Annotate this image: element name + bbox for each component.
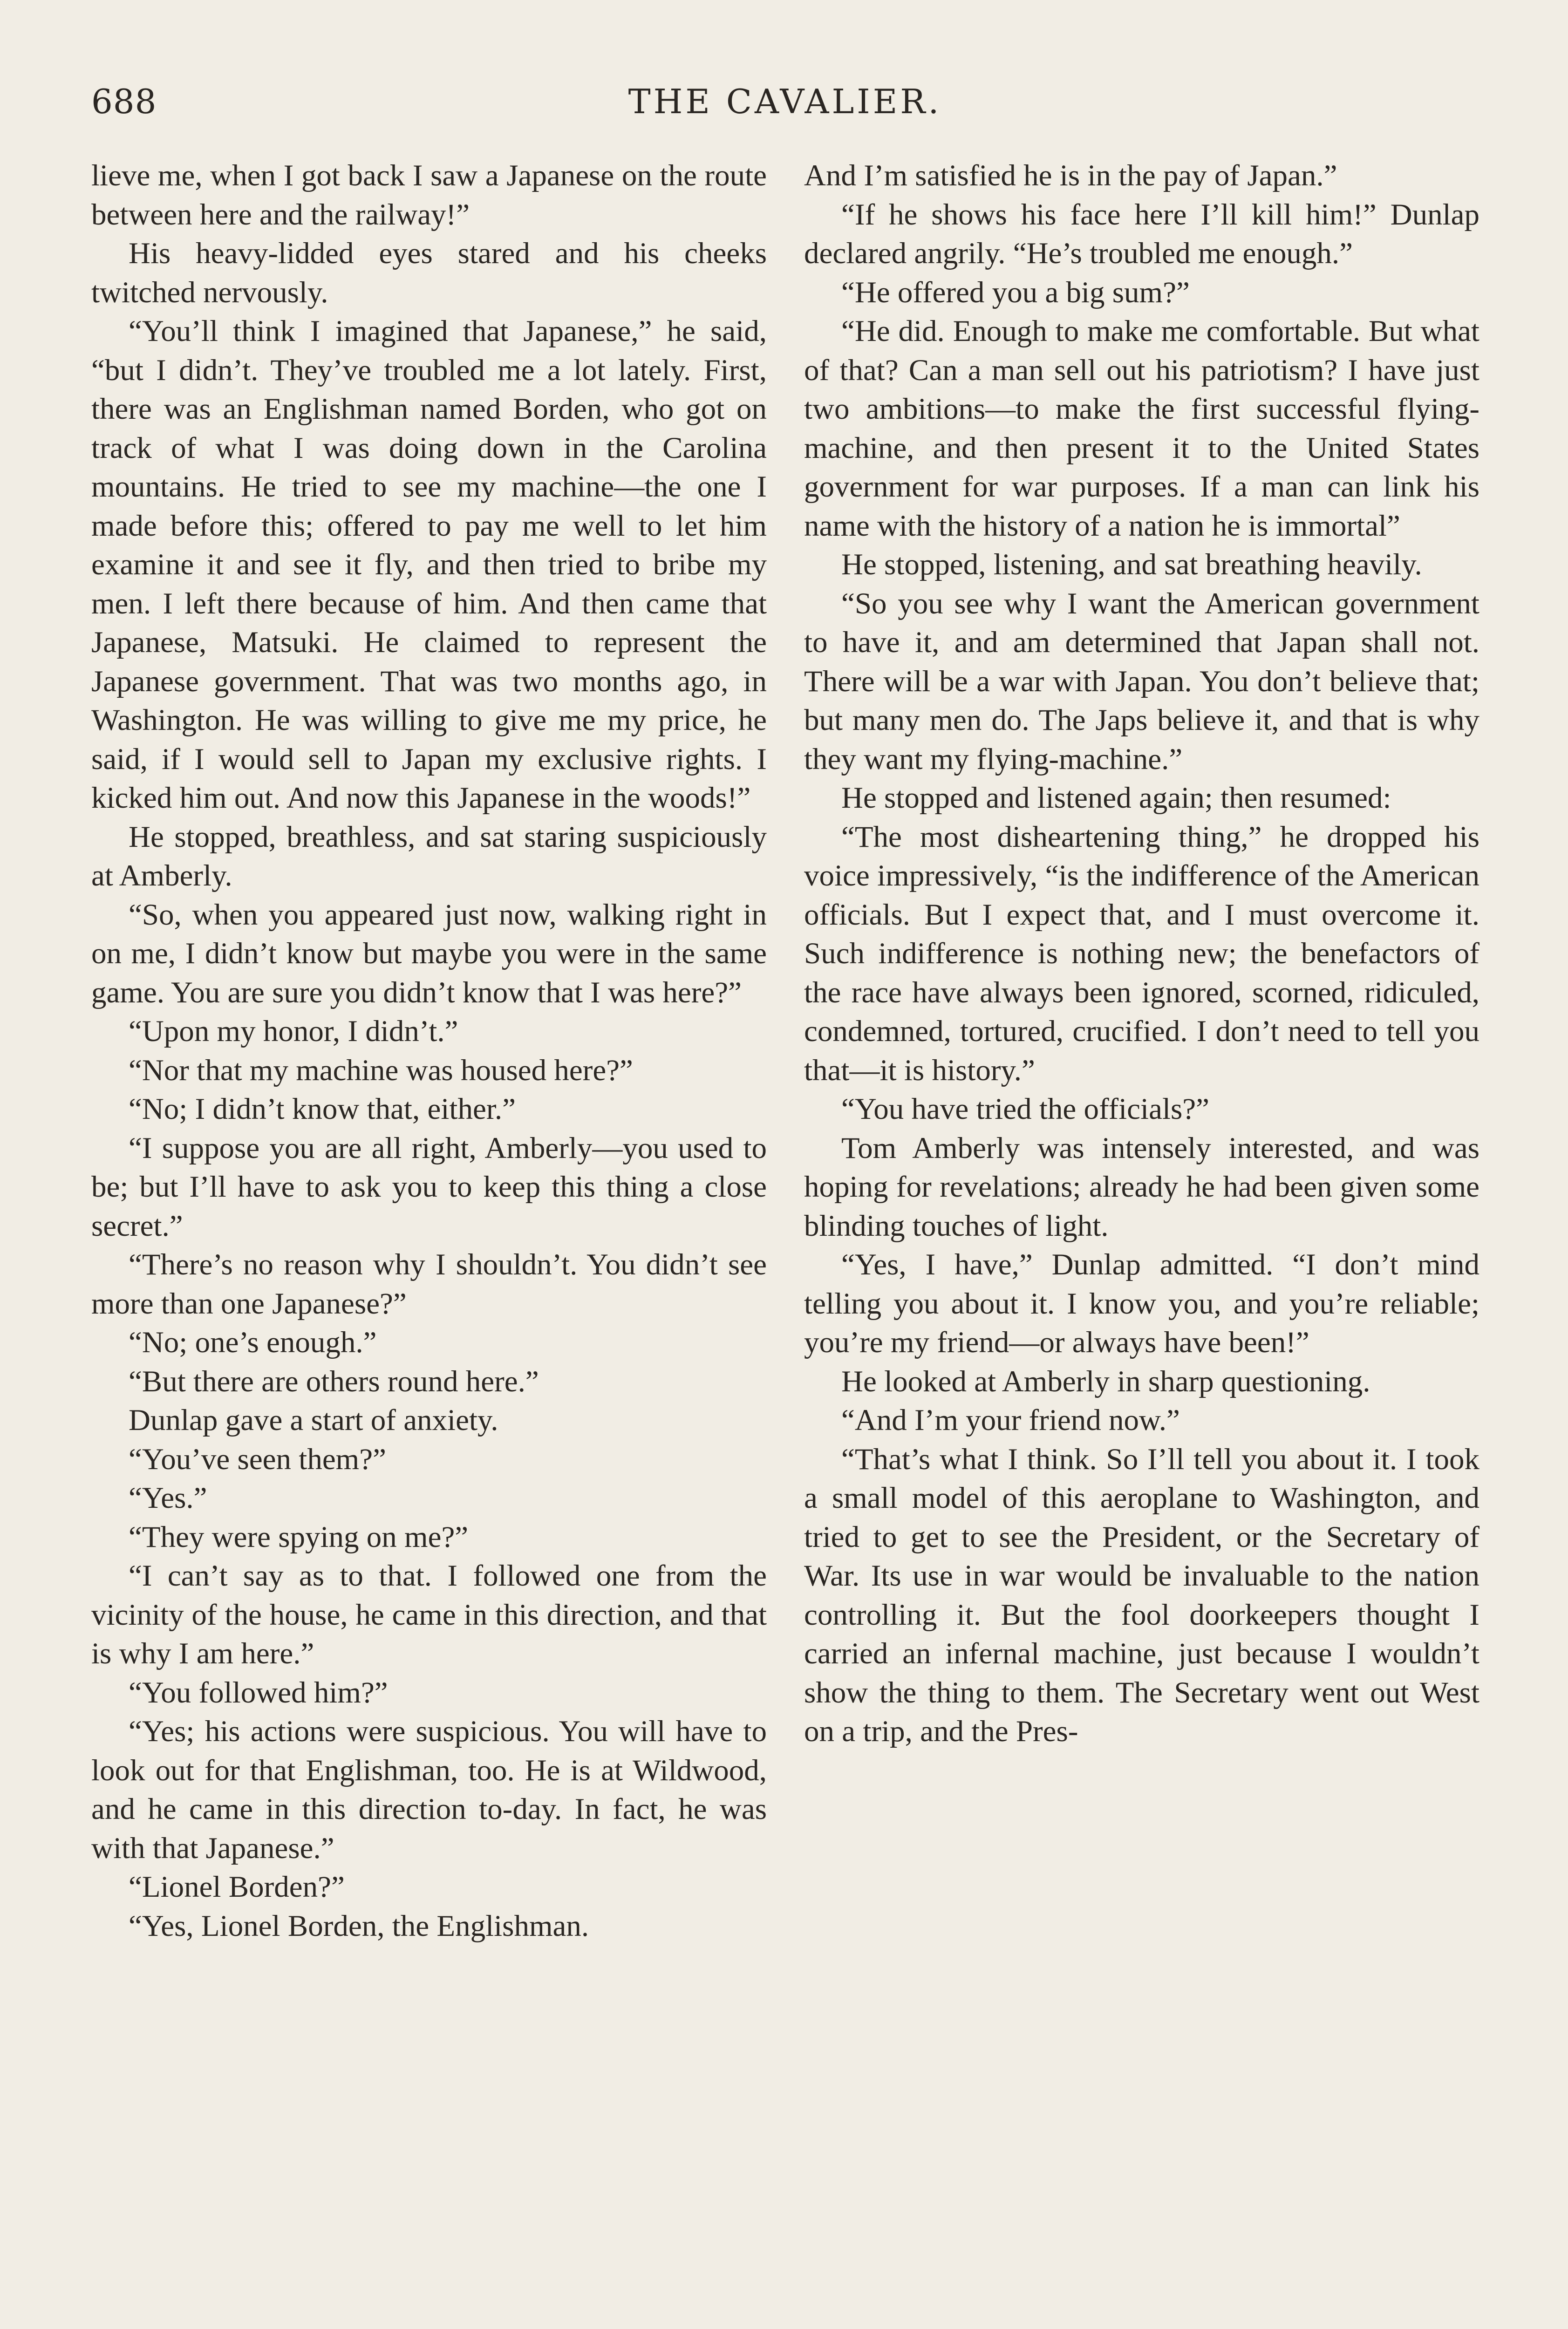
paragraph: Dunlap gave a start of anxiety. <box>129 1403 498 1437</box>
paragraph: “That’s what I think. So I’ll tell you about it. I took a small model of this aeroplane to Washington, and tried to get to see the President, or the Secretary of War. Its use in war would be invaluable to the nation controlling it. But the fool doorkeepers thought I carried an infernal machine, just because I wouldn’t show the thing to them. The Secretary went out West on a trip, and the Pres- <box>804 1442 1479 1748</box>
paragraph: “You’ll think I imagined that Japanese,” he said, “but I didn’t. They’ve troubled me a lot lately. First, there was an Englishman named Borden, who got on track of what I was doing down in the Carolina mountains. He tried to see my machine—the one I made before this; offered to pay me well to let him examine it and see it fly, and then tried to bribe my men. I left there because of him. And then came that Japanese, Matsuki. He claimed to represent the Japanese government. That was two months ago, in Washington. He was willing to give me my price, he said, if I would sell to Japan my exclusive rights. I kicked him out. And now this Japanese in the woods!” <box>91 314 767 815</box>
paragraph: “If he shows his face here I’ll kill him!” Dunlap declared angrily. “He’s troubled me enough.” <box>804 197 1479 270</box>
running-title: THE CAVALIER. <box>628 82 942 121</box>
paragraph: “Yes; his actions were suspicious. You will have to look out for that Englishman, too. He is at Wildwood, and he came in this direction to-day. In fact, he was with that Japanese.” <box>91 1715 767 1865</box>
paragraph: “The most disheartening thing,” he dropped his voice impressively, “is the indifference of the American officials. But I expect that, and I must overcome it. Such indifference is nothing new; the benefactors of the race have always been ignored, scorned, ridiculed, condemned, tortured, crucified. I don’t need to tell you that—it is history.” <box>804 820 1479 1087</box>
paragraph: He stopped, listening, and sat breathing heavily. <box>841 548 1422 581</box>
paragraph: “Nor that my machine was housed here?” <box>129 1053 633 1087</box>
paragraph: “You’ve seen them?” <box>129 1442 386 1476</box>
paragraph: “So, when you appeared just now, walking right in on me, I didn’t know but maybe you were in the same game. You are sure you didn’t know that I was here?” <box>91 898 767 1009</box>
right-text-column <box>804 157 1479 1751</box>
paragraph: “I can’t say as to that. I followed one from the vicinity of the house, he came in this direction, and that is why I am here.” <box>91 1559 767 1670</box>
paragraph: “Yes, Lionel Borden, the Englishman. <box>129 1909 589 1943</box>
paragraph: His heavy-lidded eyes stared and his cheeks twitched nervously. <box>91 237 767 309</box>
paragraph: He stopped, breathless, and sat staring suspiciously at Amberly. <box>91 820 767 892</box>
paragraph: “You followed him?” <box>129 1675 388 1709</box>
paragraph: He stopped and listened again; then resumed: <box>841 781 1391 815</box>
paragraph: “Lionel Borden?” <box>129 1870 345 1904</box>
paragraph: “They were spying on me?” <box>129 1520 469 1554</box>
paragraph: lieve me, when I got back I saw a Japanese on the route between here and the railway!” <box>91 159 767 232</box>
paragraph: “No; one’s enough.” <box>129 1326 377 1359</box>
paragraph: “He did. Enough to make me comfortable. But what of that? Can a man sell out his patriotism? I have just two ambitions—to make the first successful flying-machine, and then present it to the United States government for war purposes. If a man can link his name with the history of a nation he is immortal” <box>804 314 1479 543</box>
paragraph: “He offered you a big sum?” <box>841 275 1190 309</box>
left-text-column <box>91 157 767 1946</box>
paragraph: “Yes, I have,” Dunlap admitted. “I don’t mind telling you about it. I know you, and you’re reliable; you’re my friend—or always have been!” <box>804 1248 1479 1359</box>
paragraph: “No; I didn’t know that, either.” <box>129 1092 516 1126</box>
paragraph: Tom Amberly was intensely interested, and was hoping for revelations; already he had been given some blinding touches of light. <box>804 1131 1479 1243</box>
paragraph: “I suppose you are all right, Amberly—you used to be; but I’ll have to ask you to keep this thing a close secret.” <box>91 1131 767 1243</box>
paragraph: “And I’m your friend now.” <box>841 1403 1180 1437</box>
paragraph: “So you see why I want the American government to have it, and am determined that Japan shall not. There will be a war with Japan. You don’t believe that; but many men do. The Japs believe it, and that is why they want my flying-machine.” <box>804 586 1479 776</box>
paragraph: He looked at Amberly in sharp questioning. <box>841 1364 1370 1398</box>
page-number: 688 <box>91 82 157 121</box>
paragraph: And I’m satisfied he is in the pay of Japan.” <box>804 159 1337 192</box>
paragraph: “But there are others round here.” <box>129 1364 539 1398</box>
paragraph: “Upon my honor, I didn’t.” <box>129 1015 458 1048</box>
paragraph: “Yes.” <box>129 1481 207 1515</box>
page-header <box>91 78 1479 134</box>
paragraph: “You have tried the officials?” <box>841 1092 1209 1126</box>
paragraph: “There’s no reason why I shouldn’t. You didn’t see more than one Japanese?” <box>91 1248 767 1321</box>
